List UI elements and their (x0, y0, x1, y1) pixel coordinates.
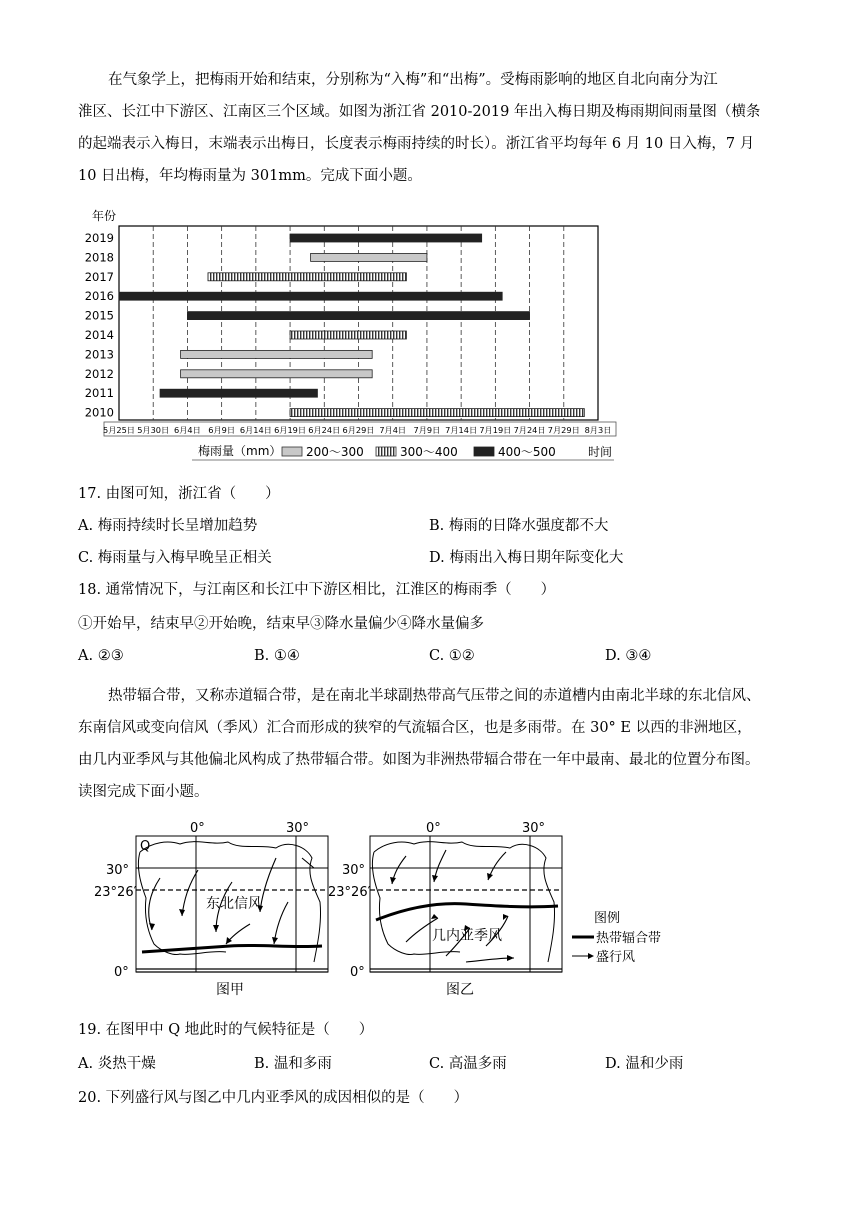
q18-option-a[interactable]: A. ②③ (78, 648, 124, 664)
map-a-wind-label: 东北信风 (206, 896, 262, 912)
map-b-wind-label: 几内亚季风 (432, 928, 502, 944)
x-tick-label: 6月19日 (274, 425, 307, 435)
legend-swatch-400-500 (474, 447, 494, 456)
meiyu-bar-2017 (208, 273, 406, 281)
x-axis-title: 时间 (588, 445, 613, 459)
legend-title: 梅雨量（mm） (198, 444, 282, 458)
year-label: 2019 (84, 231, 114, 245)
q20-stem: 20. 下列盛行风与图乙中几内亚季风的成因相似的是（ ） (78, 1090, 469, 1106)
passage-2-line: 由几内亚季风与其他偏北风构成了热带辐合带。如图为非洲热带辐合带在一年中最南、最北的位置分布图。 (78, 752, 760, 768)
q19-option-b[interactable]: B. 温和多雨 (254, 1056, 332, 1072)
passage-2-line: 东南信风或变向信风（季风）汇合而形成的狭窄的气流辐合区，也是多雨带。在 30° E 以西的非洲地区， (78, 720, 752, 736)
q19-stem: 19. 在图甲中 Q 地此时的气候特征是（ ） (78, 1022, 374, 1038)
year-label: 2014 (84, 328, 114, 342)
x-tick-label: 7月24日 (513, 425, 546, 435)
meiyu-bar-2014 (290, 331, 406, 339)
q17-option-b[interactable]: B. 梅雨的日降水强度都不大 (429, 518, 609, 534)
svg-text:23°26′: 23°26′ (328, 885, 371, 900)
year-label: 2011 (84, 386, 114, 401)
x-tick-label: 7月14日 (445, 425, 478, 435)
q19-option-c[interactable]: C. 高温多雨 (429, 1056, 507, 1072)
svg-text:盛行风: 盛行风 (596, 950, 636, 965)
legend-label-400-500: 400～500 (498, 445, 556, 459)
x-tick-label: 6月24日 (308, 425, 341, 435)
x-tick-label: 7月9日 (413, 425, 441, 435)
meiyu-bar-2015 (187, 312, 529, 320)
meiyu-bar-2010 (290, 409, 584, 417)
meiyu-bar-2012 (181, 370, 373, 378)
x-tick-label: 5月25日 (102, 425, 136, 435)
passage-1-line: 在气象学上，把梅雨开始和结束，分别称为“入梅”和“出梅”。受梅雨影响的地区自北向南分为江 (108, 72, 718, 88)
x-tick-label: 7月4日 (379, 425, 407, 435)
meiyu-bar-2018 (311, 253, 427, 261)
x-tick-label: 6月9日 (208, 425, 236, 435)
passage-1-line: 淮区、长江中下游区、江南区三个区域。如图为浙江省 2010-2019 年出入梅日期及梅雨期间雨量图（横条 (78, 104, 761, 120)
year-label: 2016 (84, 289, 114, 304)
q18-choices: ①开始早，结束早②开始晚，结束早③降水量偏少④降水量偏多 (78, 616, 484, 632)
q17-option-c[interactable]: C. 梅雨量与入梅早晚呈正相关 (78, 550, 272, 566)
legend-swatch-200-300 (282, 447, 302, 456)
meiyu-bar-2011 (160, 389, 317, 397)
q19-option-a[interactable]: A. 炎热干燥 (78, 1056, 156, 1072)
year-label: 2012 (84, 366, 114, 381)
passage-1-line: 10 日出梅，年均梅雨量为 301mm。完成下面小题。 (78, 168, 422, 184)
map-a-q-label: Q (140, 839, 151, 854)
map-b (328, 821, 562, 998)
meiyu-bar-2019 (290, 234, 482, 242)
map-a-caption: 图甲 (216, 982, 244, 998)
svg-text:0°: 0° (350, 965, 365, 980)
svg-text:热带辐合带: 热带辐合带 (596, 931, 662, 946)
svg-text:0°: 0° (114, 965, 129, 980)
q17-option-a[interactable]: A. 梅雨持续时长呈增加趋势 (78, 518, 258, 534)
meiyu-chart (84, 204, 644, 464)
meiyu-bar-2013 (181, 350, 373, 358)
year-label: 2017 (84, 269, 114, 284)
legend-label-300-400: 300～400 (400, 445, 458, 459)
itcz-maps (94, 812, 700, 1002)
x-tick-label: 8月3日 (584, 425, 612, 435)
passage-1-line: 的起端表示入梅日，末端表示出梅日，长度表示梅雨持续的时长）。浙江省平均每年 6 月 10 日入梅，7 月 (78, 136, 755, 152)
svg-text:30°: 30° (106, 863, 130, 878)
x-tick-label: 7月19日 (479, 425, 512, 435)
svg-text:0°: 0° (190, 821, 205, 836)
q17-option-d[interactable]: D. 梅雨出入梅日期年际变化大 (429, 550, 624, 566)
x-tick-label: 6月14日 (239, 425, 272, 435)
map-b-caption: 图乙 (446, 982, 474, 998)
map-legend (572, 911, 661, 965)
map-a (94, 821, 328, 998)
q19-option-d[interactable]: D. 温和少雨 (605, 1056, 684, 1072)
q18-stem: 18. 通常情况下，与江南区和长江中下游区相比，江淮区的梅雨季（ ） (78, 582, 556, 598)
passage-2-line: 读图完成下面小题。 (78, 784, 209, 800)
svg-text:30°: 30° (342, 863, 366, 878)
svg-text:30°: 30° (286, 821, 310, 836)
x-tick-label: 5月30日 (137, 425, 170, 435)
q18-option-b[interactable]: B. ①④ (254, 648, 300, 664)
y-axis-title: 年份 (92, 209, 117, 223)
passage-2-line: 热带辐合带，又称赤道辐合带，是在南北半球副热带高气压带之间的赤道槽内由南北半球的东北信风、 (108, 688, 761, 704)
year-label: 2015 (84, 308, 114, 323)
svg-text:23°26′: 23°26′ (94, 885, 137, 900)
x-tick-label: 7月29日 (547, 425, 580, 435)
meiyu-bar-2016 (119, 292, 502, 300)
year-label: 2013 (84, 347, 114, 362)
q18-option-c[interactable]: C. ①② (429, 648, 475, 664)
q18-option-d[interactable]: D. ③④ (605, 648, 652, 664)
svg-text:图例: 图例 (594, 911, 621, 926)
x-tick-label: 6月4日 (174, 425, 201, 435)
year-label: 2018 (84, 250, 114, 265)
svg-text:30°: 30° (522, 821, 546, 836)
svg-text:0°: 0° (426, 821, 441, 836)
legend-label-200-300: 200～300 (306, 445, 364, 459)
year-label: 2010 (84, 405, 114, 420)
x-tick-label: 6月29日 (342, 425, 375, 435)
q17-stem: 17. 由图可知，浙江省（ ） (78, 486, 280, 502)
legend-swatch-300-400 (376, 447, 396, 456)
